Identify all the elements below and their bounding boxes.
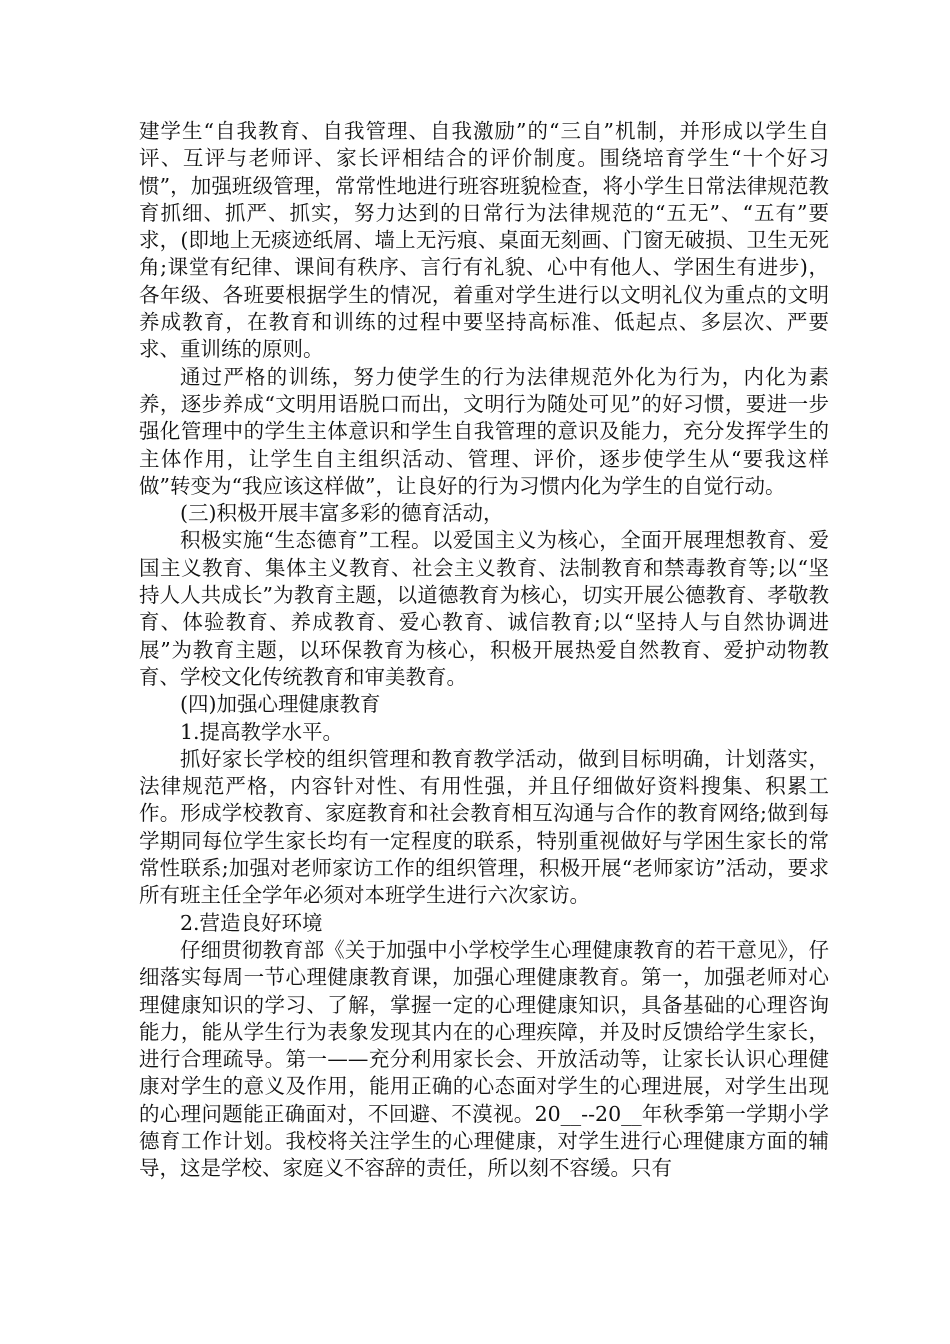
- subsection-heading-2: 2.营造良好环境: [180, 910, 323, 935]
- paragraph-continued: 建学生“自我教育、自我管理、自我激励”的“三自”机制，并形成以学生自评、互评与老师评、家长评相结合的评价制度。围绕培育学生“十个好习惯”，加强班级管理，常常性地进行班容班貌检查，将小学生日常法律规范教育抓细、抓严、抓实，努力达到的日常行为法律规范的“五无”、“五有”要求，(即地上无痰迹纸屑、墙上无污痕、桌面无刻画、门窗无破损、卫生无死角;课堂有纪律、课间有秩序、言行有礼貌、心中有他人、学困生有进步)，各年级、各班要根据学生的情况，着重对学生进行以文明礼仪为重点的文明养成教育，在教育和训练的过程中要坚持高标准、低起点、多层次、严要求、重训练的原则。: [139, 119, 829, 362]
- paragraph-behavior-norms: 通过严格的训练，努力使学生的行为法律规范外化为行为，内化为素养，逐步养成“文明用语脱口而出，文明行为随处可见”的好习惯，要进一步强化管理中的学生主体意识和学生自我管理的意识及能力，充分发挥学生的主体作用，让学生自主组织活动、管理、评价，逐步使学生从“要我这样做”转变为“我应该这样做”，让良好的行为习惯内化为学生的自觉行动。: [139, 364, 829, 498]
- section-heading-3: (三)积极开展丰富多彩的德育活动，: [180, 501, 504, 526]
- paragraph-mental-health: 仔细贯彻教育部《关于加强中小学校学生心理健康教育的若干意见》，仔细落实每周一节心理健康教育课，加强心理健康教育。第一，加强老师对心理健康知识的学习、了解，掌握一定的心理健康知识，具备基础的心理咨询能力，能从学生行为表象发现其内在的心理疾障，并及时反馈给学生家长，进行合理疏导。第一——充分利用家长会、开放活动等，让家长认识心理健康对学生的意义及作用，能用正确的心态面对学生的心理进展，对学生出现的心理问题能正确面对，不回避、不漠视。20__--20__年秋季第一学期小学德育工作计划。我校将关注学生的心理健康，对学生进行心理健康方面的辅导，这是学校、家庭义不容辞的责任，所以刻不容缓。只有: [139, 937, 829, 1181]
- paragraph-parent-school: 抓好家长学校的组织管理和教育教学活动，做到目标明确，计划落实，法律规范严格，内容针对性、有用性强，并且仔细做好资料搜集、积累工作。形成学校教育、家庭教育和社会教育相互沟通与合作的教育网络;做到每学期同每位学生家长均有一定程度的联系，特别重视做好与学困生家长的常常性联系;加强对老师家访工作的组织管理，积极开展“老师家访”活动，要求所有班主任全学年必须对本班学生进行六次家访。: [139, 746, 829, 908]
- section-heading-4: (四)加强心理健康教育: [180, 692, 381, 717]
- paragraph-ecological-moral-education: 积极实施“生态德育”工程。以爱国主义为核心，全面开展理想教育、爱国主义教育、集体主义教育、社会主义教育、法制教育和禁毒教育等;以“坚持人人共成长”为教育主题，以道德教育为核心，切实开展公德教育、孝敬教育、体验教育、养成教育、爱心教育、诚信教育;以“坚持人与自然协调进展”为教育主题，以环保教育为核心，积极开展热爱自然教育、爱护动物教育、学校文化传统教育和审美教育。: [139, 528, 829, 689]
- document-body: [139, 118, 829, 1183]
- subsection-heading-1: 1.提高教学水平。: [180, 719, 344, 744]
